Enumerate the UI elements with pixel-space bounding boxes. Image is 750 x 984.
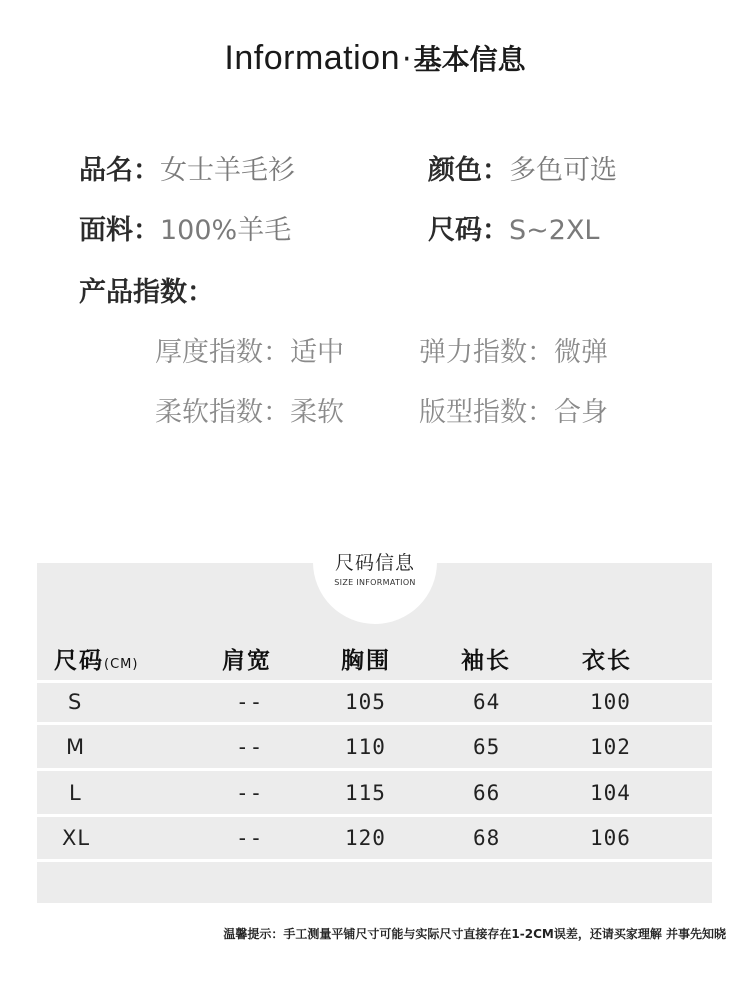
fabric-value: 100%羊毛 xyxy=(160,215,292,246)
row-divider xyxy=(37,768,712,771)
product-name-label: 品名： xyxy=(79,155,160,186)
product-name-row xyxy=(79,148,295,187)
table-cell-size: S xyxy=(68,690,83,714)
measurement-note: 温馨提示：手工测量平铺尺寸可能与实际尺寸直接存在1-2CM误差，还请买家理解 并事先知晓 xyxy=(223,927,726,941)
col-header-unit: (CM) xyxy=(104,657,139,672)
thickness-index: 厚度指数：适中 xyxy=(155,337,344,368)
title-chinese: 基本信息 xyxy=(413,43,526,76)
table-cell-length: 102 xyxy=(590,735,631,759)
table-cell-shoulder: -- xyxy=(236,690,264,714)
table-cell-length: 106 xyxy=(590,826,631,850)
title-english: Information xyxy=(224,39,401,77)
badge-title: 尺码信息 xyxy=(334,552,415,574)
col-header-chest: 胸围 xyxy=(341,648,391,674)
size-range-value: S~2XL xyxy=(509,215,600,246)
product-index-heading xyxy=(79,270,214,309)
row-divider xyxy=(37,859,712,862)
badge-subtitle: SIZE INFORMATION xyxy=(334,578,416,587)
table-cell-chest: 110 xyxy=(345,735,386,759)
color-row xyxy=(428,148,617,187)
table-cell-shoulder: -- xyxy=(236,735,264,759)
col-header-size-label: 尺码 xyxy=(54,648,104,674)
table-cell-shoulder: -- xyxy=(236,826,264,850)
col-header-length: 衣长 xyxy=(582,648,632,674)
page-title xyxy=(0,38,750,78)
fabric-label: 面料： xyxy=(79,215,160,246)
table-cell-shoulder: -- xyxy=(236,781,264,805)
row-divider xyxy=(37,722,712,725)
col-header-shoulder: 肩宽 xyxy=(222,648,272,674)
size-range-label: 尺码： xyxy=(428,215,509,246)
table-cell-length: 100 xyxy=(590,690,631,714)
softness-index: 柔软指数：柔软 xyxy=(155,397,344,428)
fit-index: 版型指数：合身 xyxy=(419,397,608,428)
title-separator: · xyxy=(402,42,412,77)
col-header-sleeve: 袖长 xyxy=(461,648,511,674)
table-cell-sleeve: 66 xyxy=(473,781,501,805)
product-name-value: 女士羊毛衫 xyxy=(160,155,295,186)
size-range-row xyxy=(428,208,599,247)
color-label: 颜色： xyxy=(428,155,509,186)
table-cell-length: 104 xyxy=(590,781,631,805)
fabric-row xyxy=(79,208,291,247)
product-index-label: 产品指数： xyxy=(79,277,214,308)
table-cell-size: M xyxy=(66,735,86,759)
table-cell-sleeve: 68 xyxy=(473,826,501,850)
row-divider xyxy=(37,680,712,683)
size-info-badge xyxy=(313,500,437,624)
table-cell-sleeve: 65 xyxy=(473,735,501,759)
table-cell-chest: 105 xyxy=(345,690,386,714)
table-cell-sleeve: 64 xyxy=(473,690,501,714)
elasticity-index: 弹力指数：微弹 xyxy=(419,337,608,368)
table-cell-size: L xyxy=(69,781,82,805)
row-divider xyxy=(37,814,712,817)
table-cell-chest: 115 xyxy=(345,781,386,805)
col-header-size xyxy=(54,642,138,675)
table-cell-size: XL xyxy=(62,826,91,850)
color-value: 多色可选 xyxy=(509,155,617,186)
table-cell-chest: 120 xyxy=(345,826,386,850)
